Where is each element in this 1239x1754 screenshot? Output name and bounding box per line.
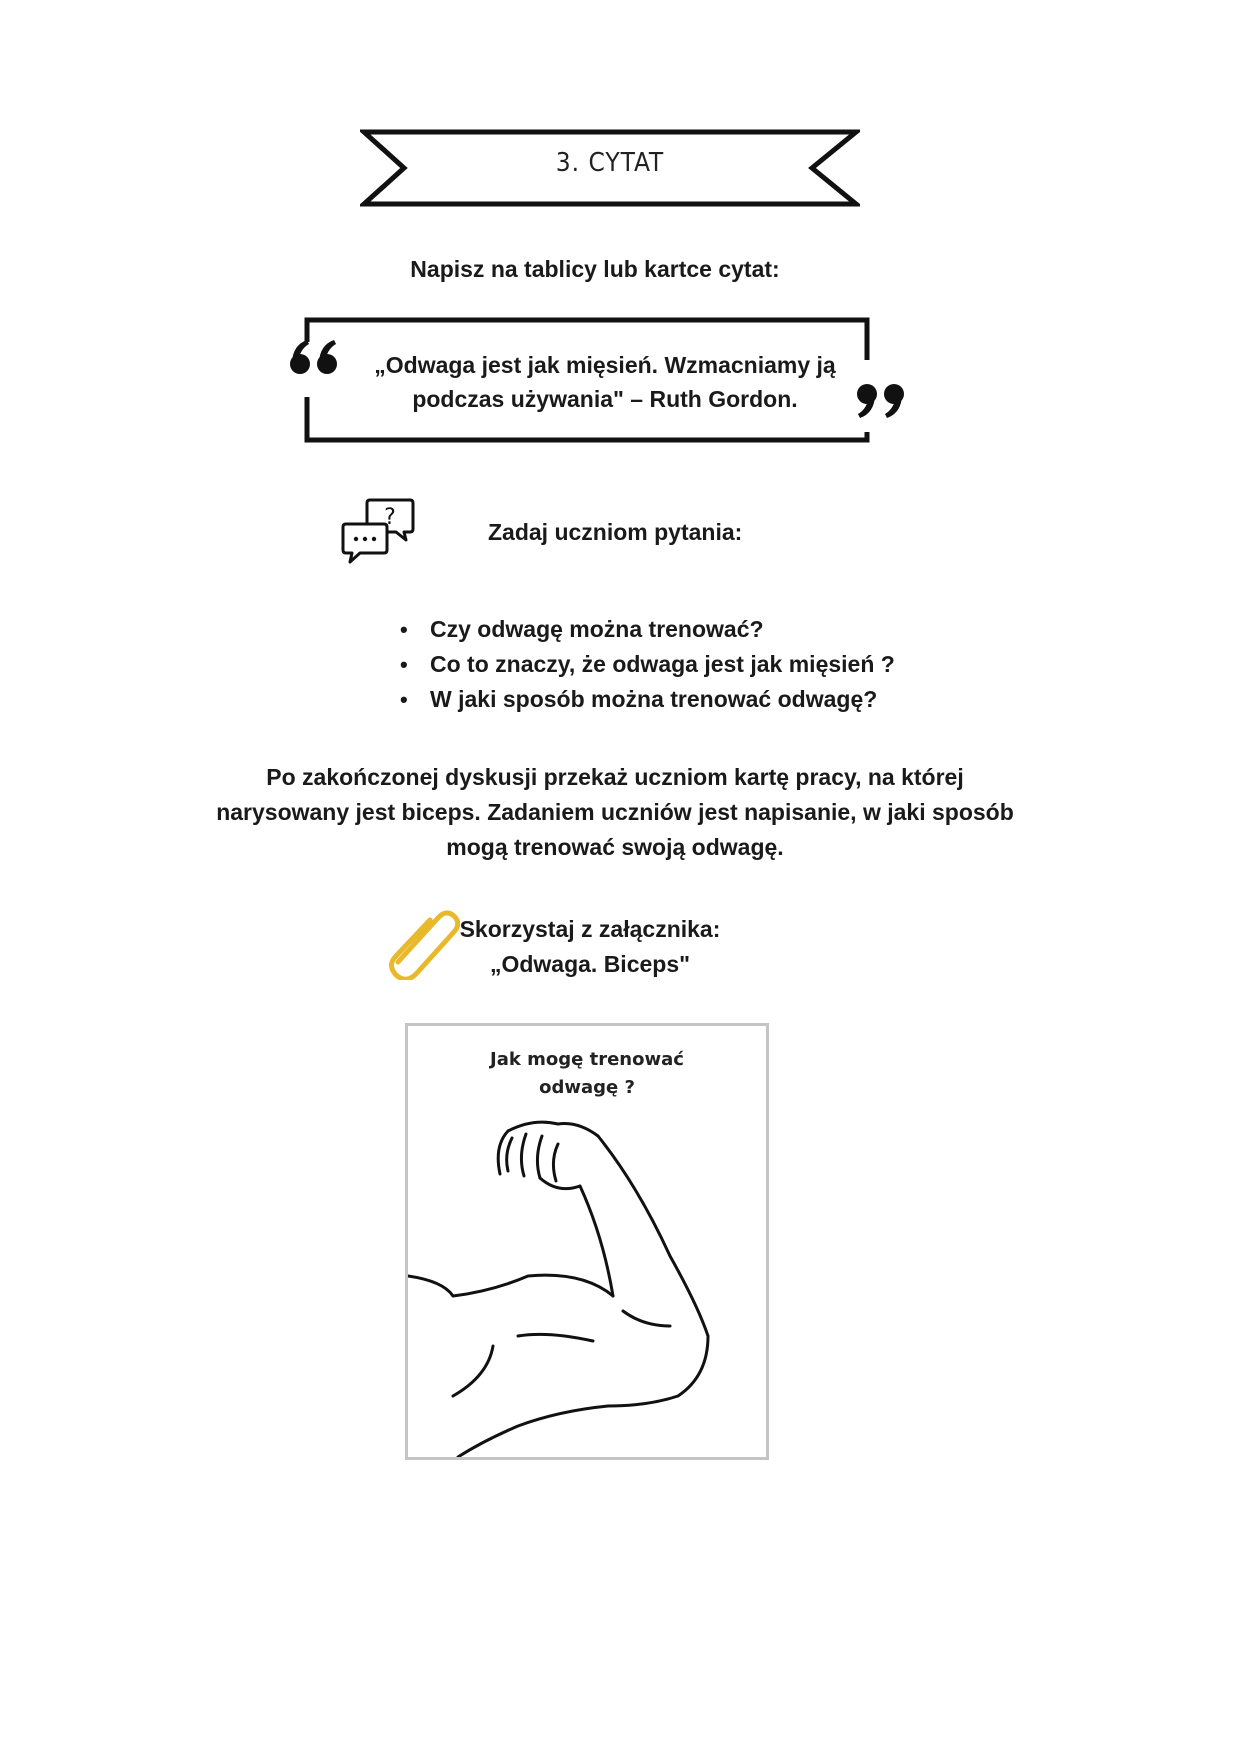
instruction-text: Napisz na tablicy lub kartce cytat:	[410, 256, 780, 282]
worksheet-line-1: Jak mogę trenować	[490, 1049, 684, 1070]
discussion-paragraph	[200, 760, 1030, 865]
quote-text	[350, 348, 860, 416]
attachment-text	[440, 912, 740, 982]
discussion-line-3: mogą trenować swoją odwagę.	[446, 834, 784, 860]
attachment-line-2: „Odwaga. Biceps"	[489, 951, 691, 977]
close-quote-icon	[857, 384, 904, 418]
open-quote-icon	[290, 340, 337, 374]
attachment-line-1: Skorzystaj z załącznika:	[459, 916, 721, 942]
worksheet-line-2: odwagę ?	[539, 1077, 635, 1098]
quote-line-2: podczas używania" – Ruth Gordon.	[412, 386, 798, 412]
quote-line-1: „Odwaga jest jak mięsień. Wzmacniamy ją	[374, 352, 836, 378]
list-item: • Co to znaczy, że odwaga jest jak mięsień ?	[400, 647, 895, 682]
list-item: • Czy odwagę można trenować?	[400, 612, 895, 647]
discussion-line-1: Po zakończonej dyskusji przekaż uczniom kartę pracy, na której	[266, 764, 964, 790]
discussion-line-2: narysowany jest biceps. Zadaniem uczniów jest napisanie, w jaki sposób	[216, 799, 1014, 825]
svg-text:?: ?	[384, 505, 396, 530]
list-item: • W jaki sposób można trenować odwagę?	[400, 682, 895, 717]
question-list	[400, 612, 895, 717]
worksheet-question	[408, 1046, 766, 1102]
section-title: 3. CYTAT	[555, 148, 665, 178]
question-prompt: Zadaj uczniom pytania:	[488, 519, 743, 545]
worksheet-preview	[405, 1023, 769, 1460]
chat-question-icon	[340, 496, 416, 568]
